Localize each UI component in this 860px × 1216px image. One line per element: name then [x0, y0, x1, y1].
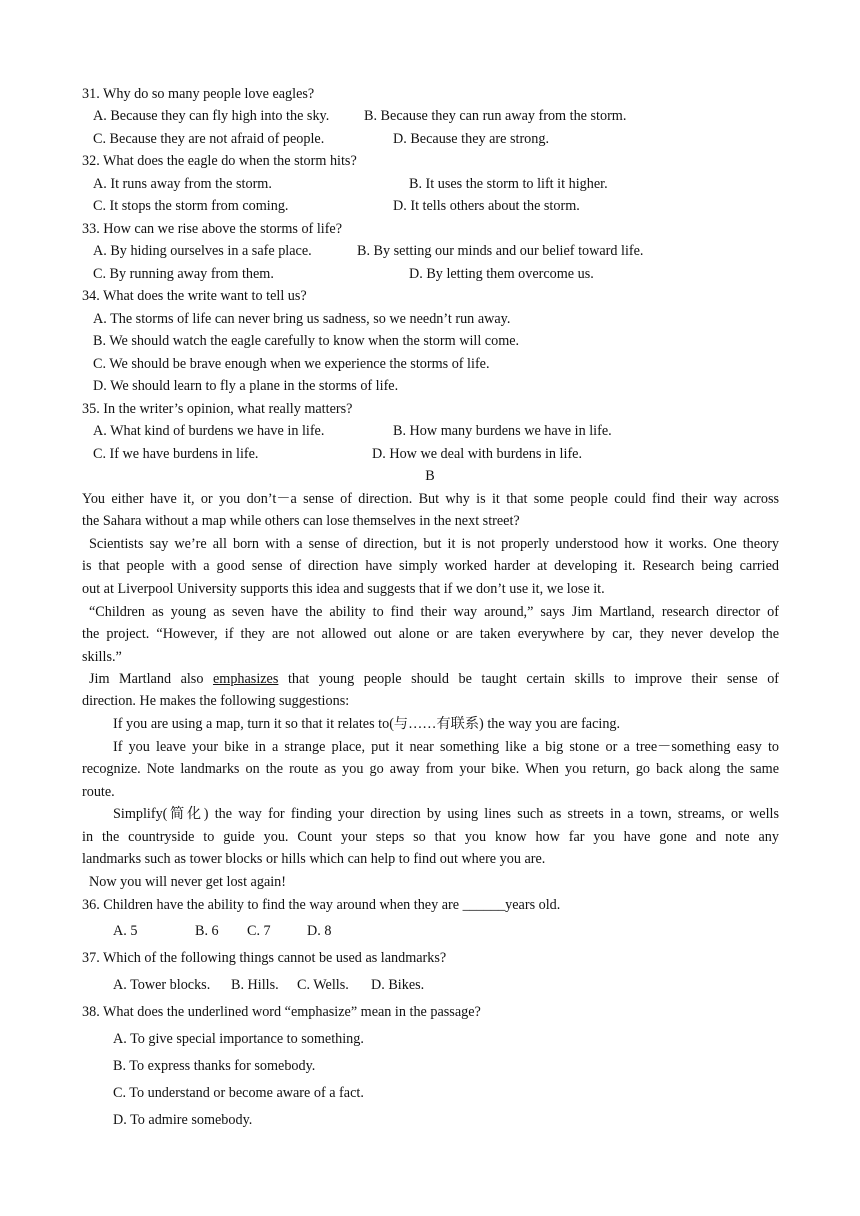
question-31-option-a: A. Because they can fly high into the sky.	[93, 108, 330, 124]
question-35-option-b: B. How many burdens we have in life.	[393, 423, 612, 439]
question-33-option-b: B. By setting our minds and our belief toward life.	[357, 243, 644, 259]
question-32-option-b: B. It uses the storm to lift it higher.	[409, 176, 608, 192]
question-37-option-b: B. Hills.	[231, 977, 279, 993]
question-32-option-a: A. It runs away from the storm.	[93, 176, 272, 192]
passage-paragraph-2-line: out at Liverpool University supports this idea and suggests that if we don’t use it, we lose it.	[82, 581, 605, 597]
passage-paragraph-2-line: is that people with a good sense of direction have simply worked harder at developing it. Research being carried	[82, 558, 779, 574]
question-35-option-a: A. What kind of burdens we have in life.	[93, 423, 325, 439]
question-33-stem: 33. How can we rise above the storms of life?	[82, 221, 343, 237]
suggestion-1: If you are using a map, turn it so that it relates to(与……有联系) the way you are facing.	[113, 716, 621, 732]
question-32-option-d: D. It tells others about the storm.	[393, 198, 580, 214]
question-32-option-c: C. It stops the storm from coming.	[93, 198, 289, 214]
question-38-option-b: B. To express thanks for somebody.	[113, 1058, 316, 1074]
question-33-option-c: C. By running away from them.	[93, 266, 274, 282]
question-33-option-d: D. By letting them overcome us.	[409, 266, 594, 282]
question-36-option-d: D. 8	[307, 923, 332, 939]
question-31-option-d: D. Because they are strong.	[393, 131, 550, 147]
question-31-option-c: C. Because they are not afraid of people.	[93, 131, 325, 147]
question-31-option-b: B. Because they can run away from the storm.	[364, 108, 627, 124]
suggestion-2-line: route.	[82, 784, 115, 800]
question-34-option-d: D. We should learn to fly a plane in the storms of life.	[93, 378, 399, 394]
question-38-stem: 38. What does the underlined word “emphasize” mean in the passage?	[82, 1004, 481, 1020]
question-35-stem: 35. In the writer’s opinion, what really matters?	[82, 401, 353, 417]
question-37-option-d: D. Bikes.	[371, 977, 425, 993]
question-36-option-a: A. 5	[113, 923, 138, 939]
question-36-option-c: C. 7	[247, 923, 271, 939]
question-36-option-b: B. 6	[195, 923, 219, 939]
passage-paragraph-1-line: You either have it, or you don’t－a sense of direction. But why is it that some people could find their way across	[82, 491, 779, 507]
question-38-option-a: A. To give special importance to something.	[113, 1031, 364, 1047]
text-segment: that young people should be taught certain skills to improve their sense of	[287, 671, 780, 687]
passage-closing: Now you will never get lost again!	[89, 874, 287, 890]
question-34-option-a: A. The storms of life can never bring us sadness, so we needn’t run away.	[93, 311, 511, 327]
question-34-option-b: B. We should watch the eagle carefully to know when the storm will come.	[93, 333, 520, 349]
question-37-stem: 37. Which of the following things cannot be used as landmarks?	[82, 950, 447, 966]
question-38-option-d: D. To admire somebody.	[113, 1112, 253, 1128]
question-35-option-c: C. If we have burdens in life.	[93, 446, 259, 462]
passage-paragraph-2-line: Scientists say we’re all born with a sense of direction, but it is not properly understood how it works. One theory	[89, 536, 779, 552]
question-34-option-c: C. We should be brave enough when we experience the storms of life.	[93, 356, 490, 372]
question-33-option-a: A. By hiding ourselves in a safe place.	[93, 243, 312, 259]
suggestion-3-line: Simplify(简化) the way for finding your direction by using lines such as streets in a town, streams, or wells	[113, 806, 779, 822]
suggestion-3-line: landmarks such as tower blocks or hills which can help to find out where you are.	[82, 851, 546, 867]
suggestion-3-line: in the countryside to guide you. Count your steps so that you know how far you have gone and note any	[82, 829, 779, 845]
passage-paragraph-4-line: direction. He makes the following suggestions:	[82, 693, 350, 709]
underlined-word: emphasizes	[212, 671, 279, 687]
question-37-option-a: A. Tower blocks.	[113, 977, 211, 993]
question-32-stem: 32. What does the eagle do when the storm hits?	[82, 153, 357, 169]
question-34-stem: 34. What does the write want to tell us?	[82, 288, 307, 304]
question-36-stem: 36. Children have the ability to find the way around when they are ______years old.	[82, 897, 561, 913]
passage-paragraph-3-line: the project. “However, if they are not allowed out alone or are taken everywhere by car, they never develop the	[82, 626, 779, 642]
passage-paragraph-4-line	[89, 670, 779, 688]
text-segment: Jim Martland also	[89, 671, 204, 687]
section-heading: B	[425, 468, 435, 484]
question-37-option-c: C. Wells.	[297, 977, 349, 993]
question-31-stem: 31. Why do so many people love eagles?	[82, 86, 315, 102]
passage-paragraph-1-line: the Sahara without a map while others can lose themselves in the next street?	[82, 513, 520, 529]
question-35-option-d: D. How we deal with burdens in life.	[372, 446, 583, 462]
question-38-option-c: C. To understand or become aware of a fact.	[113, 1085, 364, 1101]
passage-paragraph-3-line: skills.”	[82, 649, 122, 665]
suggestion-2-line: recognize. Note landmarks on the route as you go away from your bike. When you return, go back along the same	[82, 761, 779, 777]
suggestion-2-line: If you leave your bike in a strange place, put it near something like a big stone or a tree－something easy to	[113, 739, 779, 755]
passage-paragraph-3-line: “Children as young as seven have the ability to find their way around,” says Jim Martland, research director of	[89, 604, 779, 620]
